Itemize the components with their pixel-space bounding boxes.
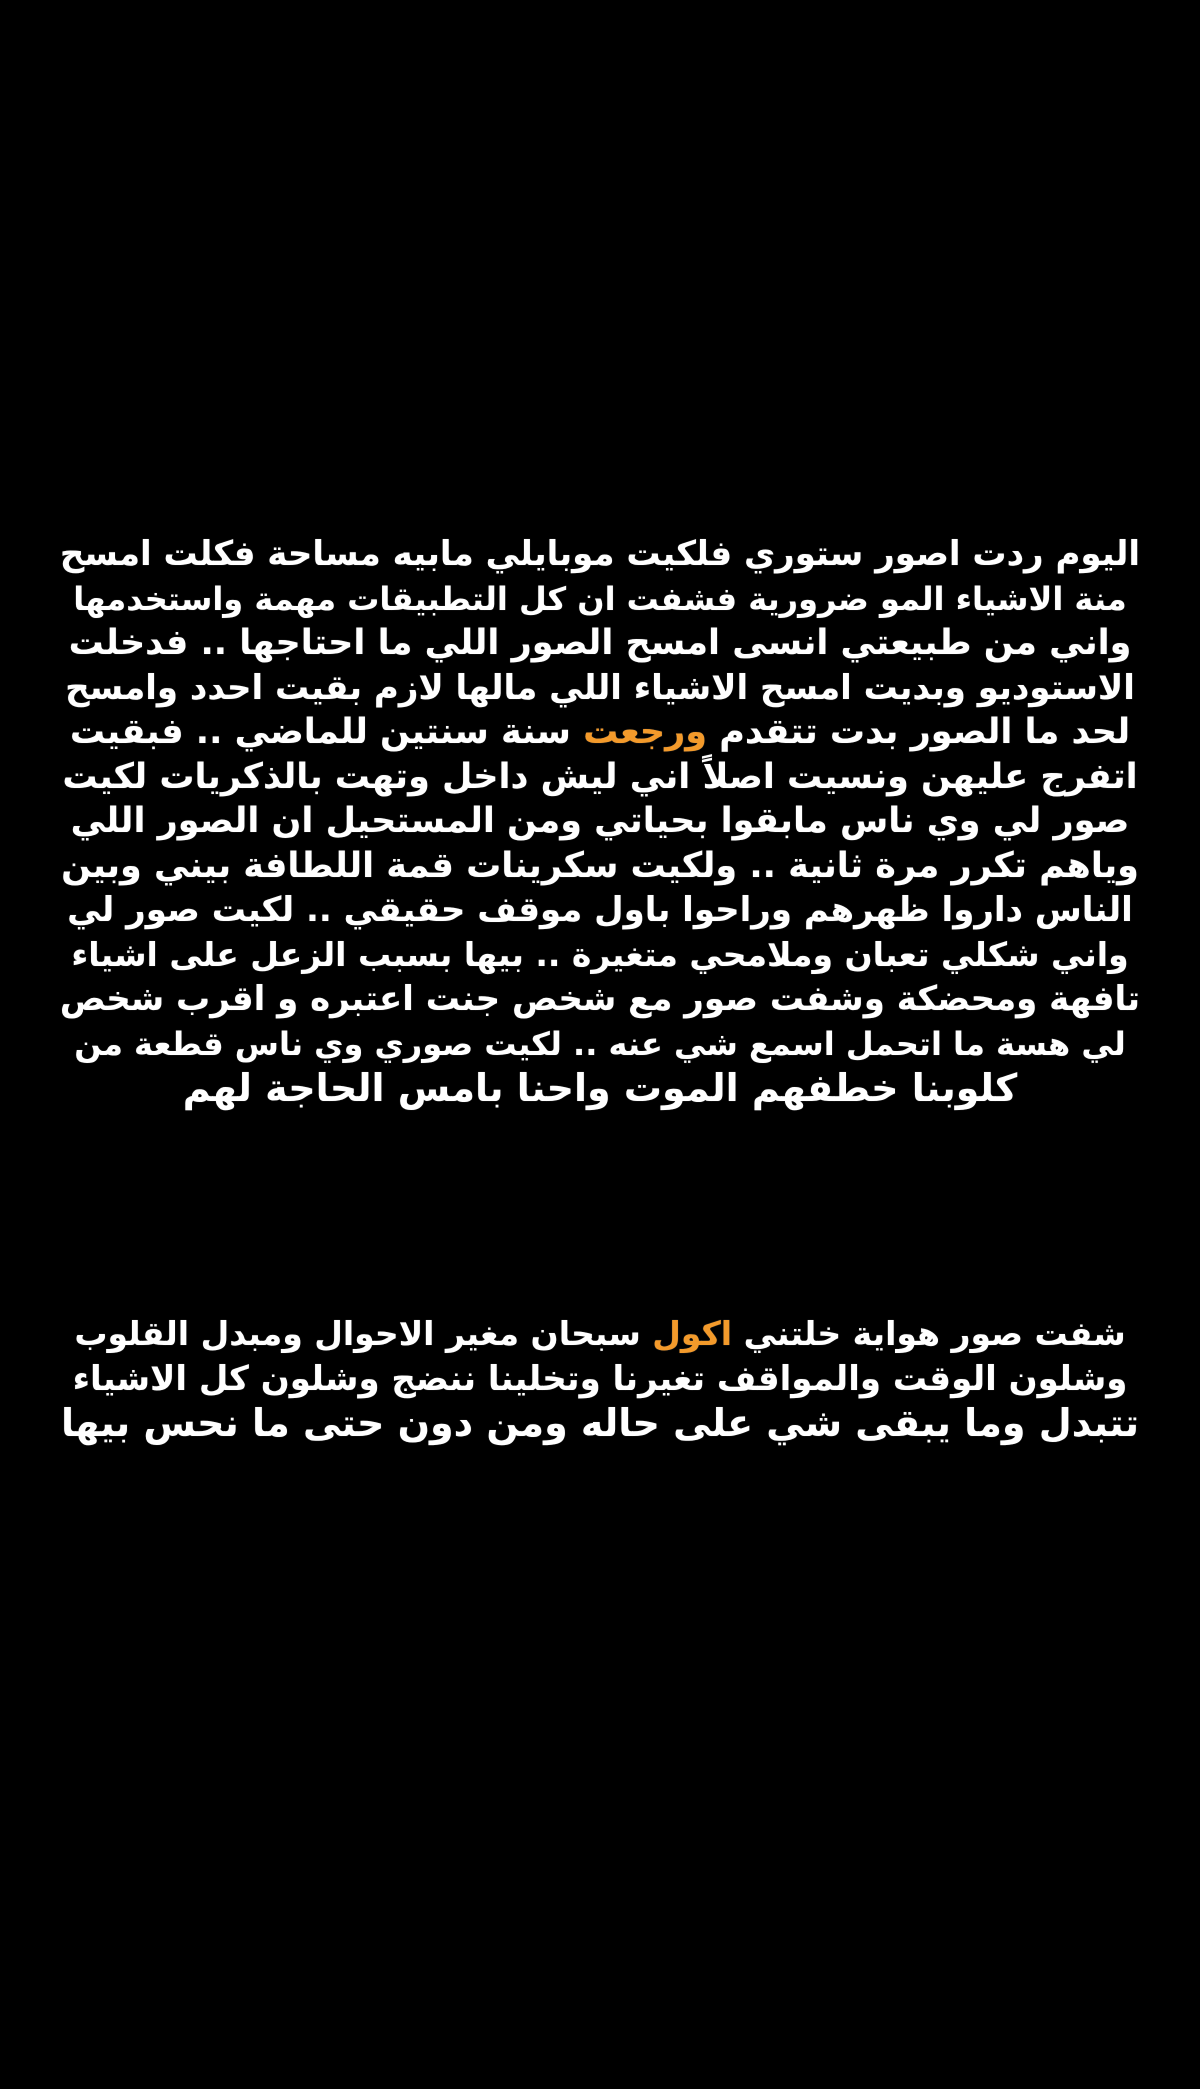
story-text-line: الاستوديو وبديت امسح الاشياء اللي مالها لازم بقيت احدد وامسح [65,667,1135,708]
story-text-line: واني من طبيعتي انسى امسح الصور اللي ما احتاجها .. فدخلت [68,623,1132,663]
story-text-line: واني شكلي تعبان وملامحي متغيرة .. بيها بسبب الزعل على اشياء [71,934,1129,974]
story-text-line: تافهة ومحضكة وشفت صور مع شخص جنت اعتبره و اقرب شخص [59,979,1140,1019]
story-text-line: تتبدل وما يبقى شي على حاله ومن دون حتى ما نحس بيها [61,1401,1139,1445]
story-text-line: الناس داروا ظهرهم وراحوا باول موقف حقيقي .. لكيت صور لي [67,890,1133,930]
story-text-segment: سبحان مغير الاحوال ومبدل القلوب [74,1314,653,1353]
story-text-line: صور لي وي ناس مابقوا بحياتي ومن المستحيل ان الصور اللي [70,801,1130,841]
story-text-line: وشلون الوقت والمواقف تغيرنا وتخلينا ننضج وشلون كل الاشياء [72,1358,1128,1399]
story-text-line: كلوبنا خطفهم الموت واحنا بامس الحاجة لهم [182,1066,1018,1110]
story-text-segment: سنة سنتين للماضي .. فبقيت [69,712,584,752]
story-text-line [60,1312,1140,1357]
story-text-line [60,710,1140,755]
story-text-line: اليوم ردت اصور ستوري فلكيت موبايلي مابيه مساحة فكلت امسح [59,534,1140,574]
story-text-line: منة الاشياء المو ضرورية فشفت ان كل التطبيقات مهمة واستخدمها [73,579,1127,618]
story-text-paragraph-1 [60,532,1140,1111]
story-text-line: اتفرج عليهن ونسيت اصلاً اني ليش داخل وتهت بالذكريات لكيت [62,756,1138,797]
highlighted-word: ورجعت [583,712,708,752]
highlighted-word: اكول [652,1314,733,1353]
story-text-segment: لحد ما الصور بدت تتقدم [707,712,1131,752]
story-text-paragraph-2 [60,1312,1140,1446]
story-text-line: وياهم تكرر مرة ثانية .. ولكيت سكرينات قمة اللطافة بيني وبين [61,845,1139,886]
story-text-segment: شفت صور هواية خلتني [732,1314,1126,1353]
story-text-line: لي هسة ما اتحمل اسمع شي عنه .. لكيت صوري وي ناس قطعة من [74,1024,1126,1063]
